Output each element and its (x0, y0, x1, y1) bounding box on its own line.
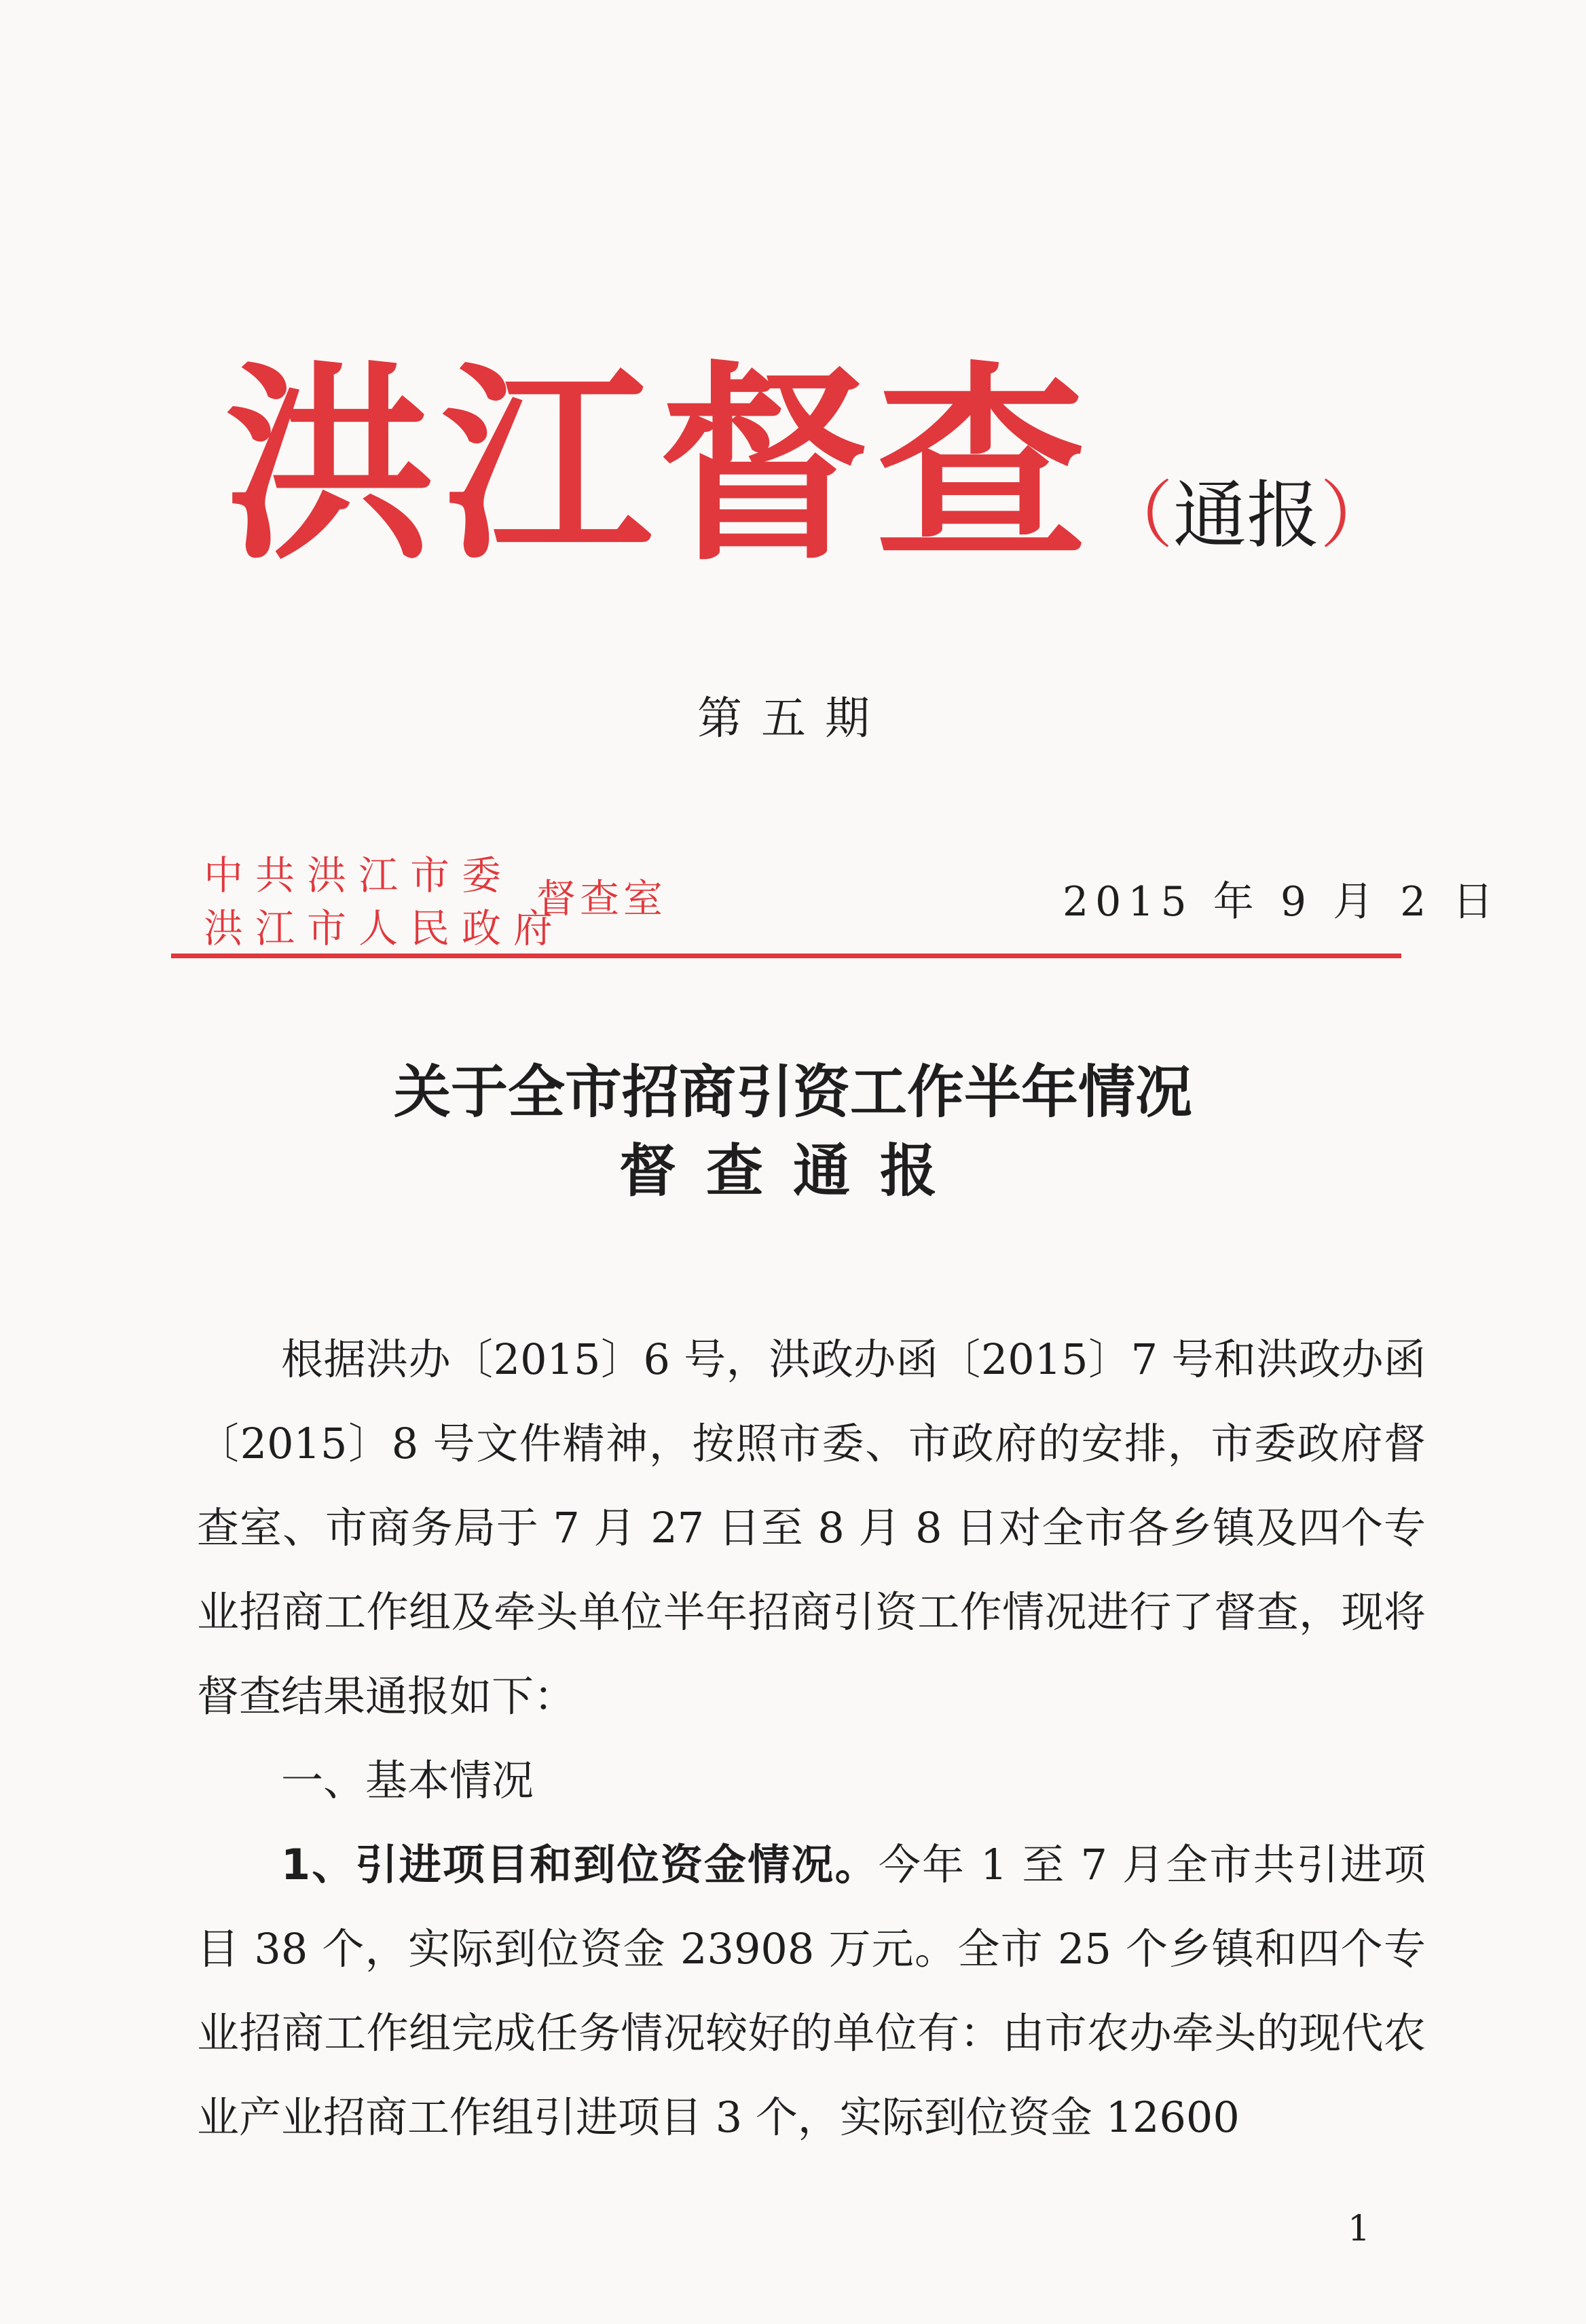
page-number: 1 (1348, 2209, 1371, 2249)
masthead-type (1100, 475, 1393, 557)
masthead-type-close: ） (1320, 473, 1394, 558)
document-title-line-2: 督查通报 (619, 1137, 967, 1204)
document-title-line-1: 关于全市招商引资工作半年情况 (393, 1058, 1192, 1125)
masthead-type-open: （ (1100, 473, 1174, 558)
item-1-lead: 1、引进项目和到位资金情况。 (281, 1840, 879, 1889)
masthead-type-label: 通报 (1173, 473, 1321, 558)
document-body (197, 1318, 1426, 2160)
section-heading: 一、基本情况 (281, 1756, 534, 1805)
issuer-office: 督查室 (536, 875, 667, 922)
item-1-text: 今年 1 至 7 月全市共引进项目 38 个，实际到位资金 23908 万元。全市 25 个乡镇和四个专业招商工作组完成任务情况较好的单位有：由市农办牵头的现代农业产业招商工作组引进项目 3 个，实际到位资金 12600 (197, 1840, 1426, 2142)
issue-date: 2015 年 9 月 2 日 (1063, 878, 1500, 926)
item-1-paragraph (197, 1823, 1426, 2160)
red-divider (171, 954, 1401, 958)
issuer-block (204, 849, 565, 955)
issuer-line-2: 洪江市人民政府 (204, 905, 566, 951)
intro-paragraph: 根据洪办〔2015〕6 号，洪政办函〔2015〕7 号和洪政办函〔2015〕8 号文件精神，按照市委、市政府的安排，市委政府督查室、市商务局于 7 月 27 日至 8 月 8 日对全市各乡镇及四个专业招商工作组及牵头单位半年招商引资工作情况进行了督查，现将督查结果通报如下： (197, 1335, 1426, 1721)
document-title (0, 1053, 1586, 1210)
masthead-title: 洪江督查 (224, 342, 1093, 589)
issuer-line-1: 中共洪江市委 (204, 852, 514, 898)
issue-number: 第五期 (697, 692, 889, 744)
